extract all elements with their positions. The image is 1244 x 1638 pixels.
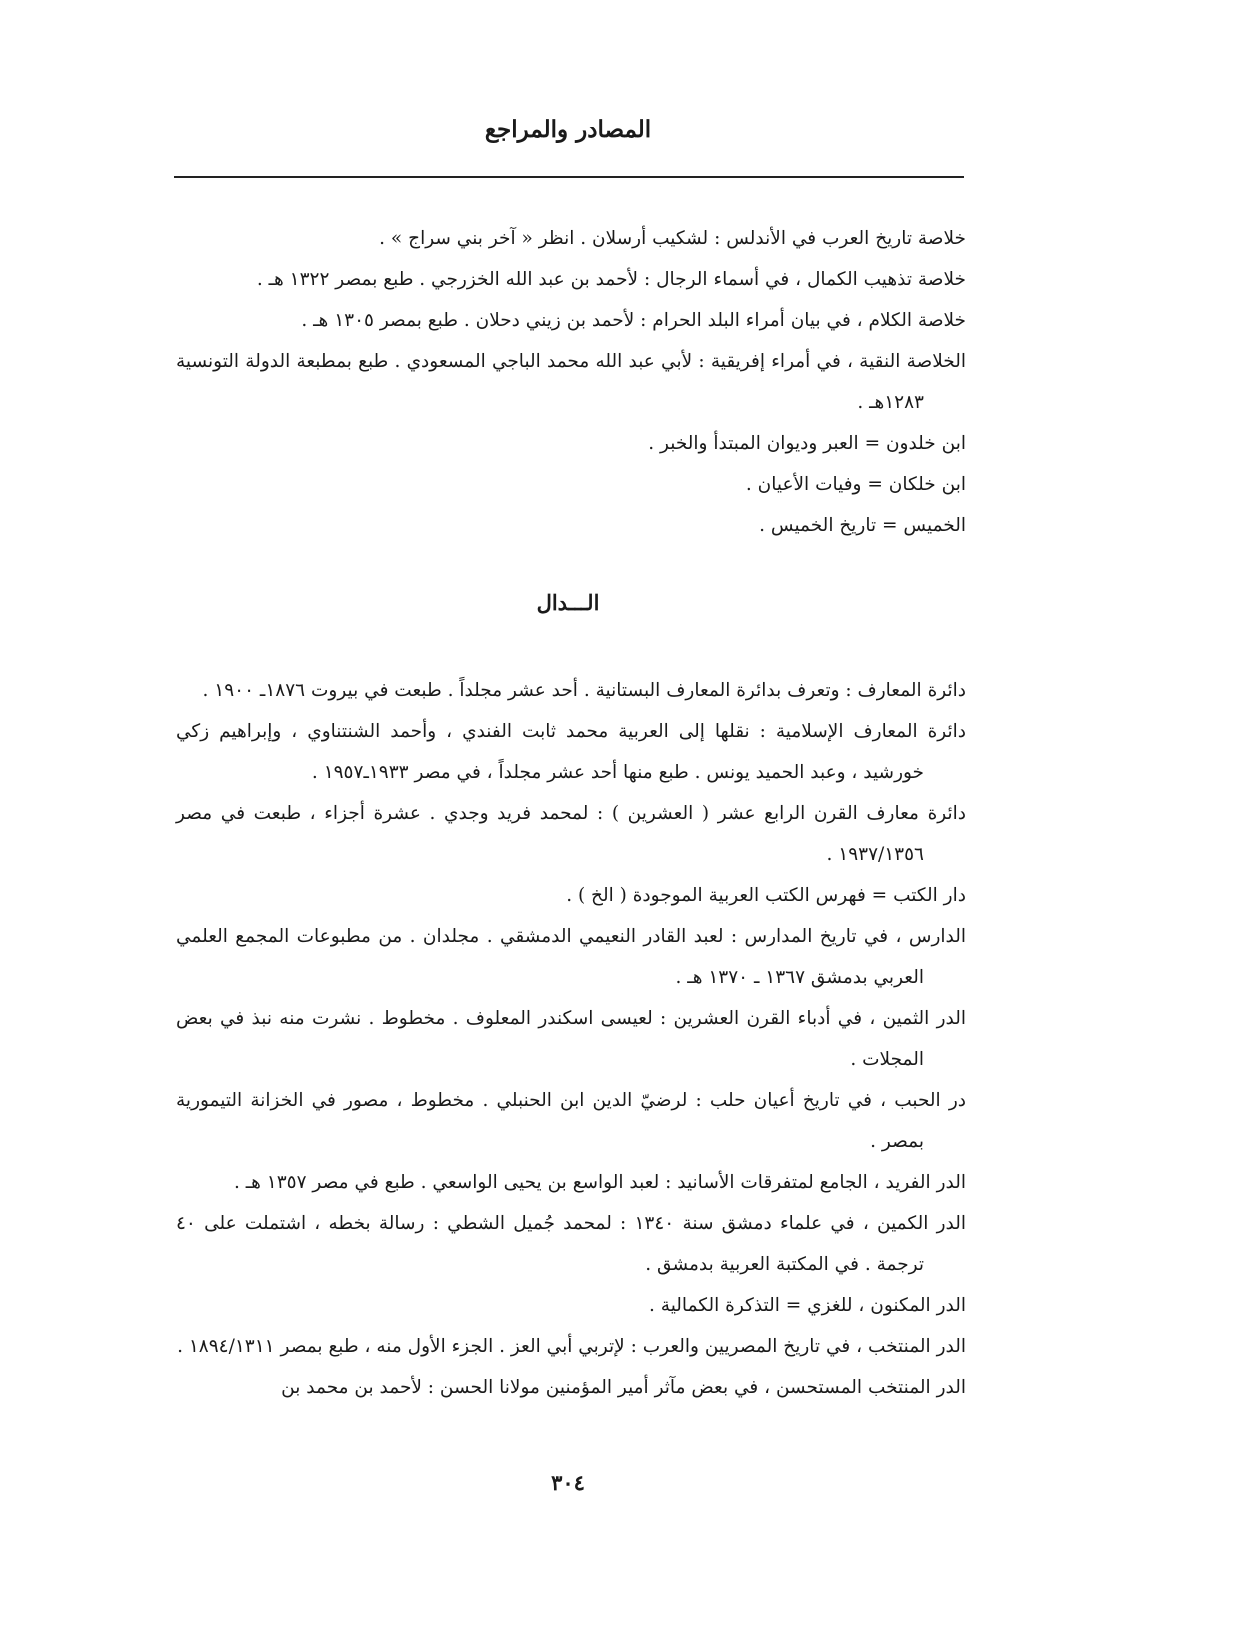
bibliography-entry: الدر المنتخب ، في تاريخ المصريين والعرب : لإتربي أبي العز . الجزء الأول منه ، طبع بمصر ١٨٩٤/١٣١١ . xyxy=(177,1336,966,1357)
bibliography-entry: دائرة المعارف : وتعرف بدائرة المعارف البستانية . أحد عشر مجلداً . طبعت في بيروت ١٨٧٦ـ ١٩٠٠ . xyxy=(202,680,966,701)
running-header-title: المصادر والمراجع xyxy=(484,116,652,143)
bibliography-entry: ابن خلدون = العبر وديوان المبتدأ والخبر . xyxy=(648,433,966,454)
bibliography-entry: الدر الكمين ، في علماء دمشق سنة ١٣٤٠ : لمحمد جُميل الشطي : رسالة بخطه ، اشتملت على ٤٠ ترجمة . في المكتبة العربية بدمشق . xyxy=(176,1213,966,1275)
bibliography-entry: الدر المكنون ، للغزي = التذكرة الكمالية . xyxy=(649,1295,966,1316)
bibliography-entry: خلاصة تذهيب الكمال ، في أسماء الرجال : لأحمد بن عبد الله الخزرجي . طبع بمصر ١٣٢٢ هـ . xyxy=(256,269,966,290)
header-rule xyxy=(174,176,964,178)
bibliography-entry: خلاصة الكلام ، في بيان أمراء البلد الحرام : لأحمد بن زيني دحلان . طبع بمصر ١٣٠٥ هـ . xyxy=(301,310,966,331)
bibliography-entry: الدارس ، في تاريخ المدارس : لعبد القادر النعيمي الدمشقي . مجلدان . من مطبوعات المجمع العلمي العربي بدمشق ١٣٦٧ ـ ١٣٧٠ هـ . xyxy=(176,926,966,988)
bibliography-entry: خلاصة تاريخ العرب في الأندلس : لشكيب أرسلان . انظر « آخر بني سراج » . xyxy=(379,228,966,249)
entries-list-dal xyxy=(176,670,966,1408)
bibliography-entry: دار الكتب = فهرس الكتب العربية الموجودة ( الخ ) . xyxy=(566,885,966,906)
bibliography-entry: الدر المنتخب المستحسن ، في بعض مآثر أمير المؤمنين مولانا الحسن : لأحمد بن محمد بن xyxy=(281,1377,966,1398)
bibliography-entry: در الحبب ، في تاريخ أعيان حلب : لرضيّ الدين ابن الحنبلي . مخطوط ، مصور في الخزانة التيمورية بمصر . xyxy=(176,1090,966,1152)
bibliography-entry: ابن خلكان = وفيات الأعيان . xyxy=(745,474,966,495)
bibliography-entry: الخميس = تاريخ الخميس . xyxy=(759,515,966,536)
bibliography-entry: دائرة المعارف الإسلامية : نقلها إلى العربية محمد ثابت الفندي ، وأحمد الشنتناوي ، وإبراهيم زكي خورشيد ، وعبد الحميد يونس . طبع منها أحد عشر مجلداً ، في مصر ١٩٣٣ـ١٩٥٧ . xyxy=(176,721,966,783)
bibliography-entry: الخلاصة النقية ، في أمراء إفريقية : لأبي عبد الله محمد الباجي المسعودي . طبع بمطبعة الدولة التونسية ١٢٨٣هـ . xyxy=(176,351,966,413)
page-number: ٣٠٤ xyxy=(551,1470,585,1495)
section-heading-dal: الـــدال xyxy=(536,590,600,615)
bibliography-entry: دائرة معارف القرن الرابع عشر ( العشرين ) : لمحمد فريد وجدي . عشرة أجزاء ، طبعت في مصر ١٩٣٧/١٣٥٦ . xyxy=(176,803,966,865)
entries-list-kha xyxy=(176,218,966,546)
bibliography-entry: الدر الفريد ، الجامع لمتفرقات الأسانيد : لعبد الواسع بن يحيى الواسعي . طبع في مصر ١٣٥٧ هـ . xyxy=(233,1172,966,1193)
bibliography-entry: الدر الثمين ، في أدباء القرن العشرين : لعيسى اسكندر المعلوف . مخطوط . نشرت منه نبذ في بعض المجلات . xyxy=(176,1008,966,1070)
